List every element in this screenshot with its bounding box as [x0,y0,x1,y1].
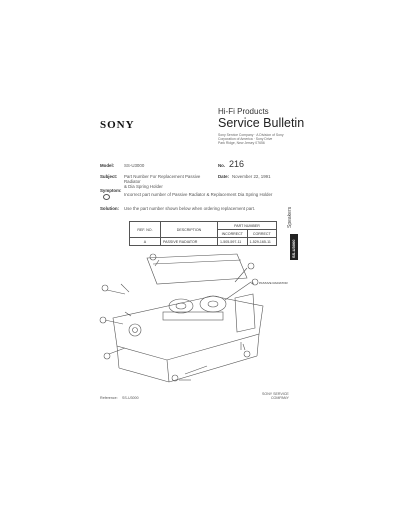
symptom-value: Incorrect part number of Passive Radiator & Replacement Dia Spring Holder [124,192,273,197]
footer-reference-label: Reference: [100,396,118,400]
footer-company-line: COMPANY [270,396,289,401]
model-label: Model: [100,163,115,168]
subject-line: & Dia Spring Holder [124,184,163,189]
table-header-row [130,222,277,230]
date-label: Date: [218,174,229,179]
cabinet-body [113,296,263,360]
address-line: Park Ridge, New Jersey 07656 [218,141,265,146]
cell-incorrect: 1-505-597-11 [218,238,248,246]
table-row [130,238,277,246]
callout-a-label: A [251,281,254,285]
cell-description: PASSIVE RADIATOR [161,238,218,246]
brand-logo: SONY [100,119,135,131]
exploded-view-diagram [95,250,288,390]
footer-reference-value: SS-U3000 [122,396,139,400]
date-value: November 22, 1991 [232,174,271,179]
subject-line: Part Number For Replacement Passive Radiator [124,174,201,184]
section-tab [290,234,298,260]
parts-table [129,221,277,246]
division-name: Hi-Fi Products [218,107,269,116]
col-description: DESCRIPTION [161,222,218,238]
subject-label: Subject: [100,174,118,179]
symptom-label: Symptom: [100,188,122,193]
solution-label: Solution: [100,206,120,211]
cell-correct: 1-529-165-11 [247,238,276,246]
symptom-marker-icon [103,194,110,200]
driver-unit [169,299,193,313]
col-ref: REF. NO. [130,222,161,238]
subject-value [124,174,214,189]
model-value: SS-U3000 [124,163,145,168]
cell-ref: A [130,238,161,246]
bulletin-number: 216 [229,159,245,169]
grille-panel [147,254,247,284]
bulletin-title: Service Bulletin [218,116,305,130]
passive-radiator [200,296,226,312]
address-line: Corporation of America · Sony Drive [218,137,273,142]
col-incorrect: INCORRECT [218,230,248,238]
footer-company [262,392,289,400]
passive-radiator-label: PASSIVE RADIATOR [259,281,288,285]
col-part-number: PART NUMBER [218,222,277,230]
solution-value: Use the part number shown below when ordering replacement part. [124,206,256,211]
company-address [218,133,318,146]
col-correct: CORRECT [247,230,276,238]
section-label: Speakers [287,206,293,228]
address-line: Sony Service Company · A Division of Sony [218,133,284,137]
dia-spring-holder [129,324,141,336]
number-label: No. [218,163,226,168]
footer-company-line: SONY SERVICE [262,392,289,396]
section-tab-label: SS-U3000 [291,239,296,258]
side-panel [235,294,255,332]
